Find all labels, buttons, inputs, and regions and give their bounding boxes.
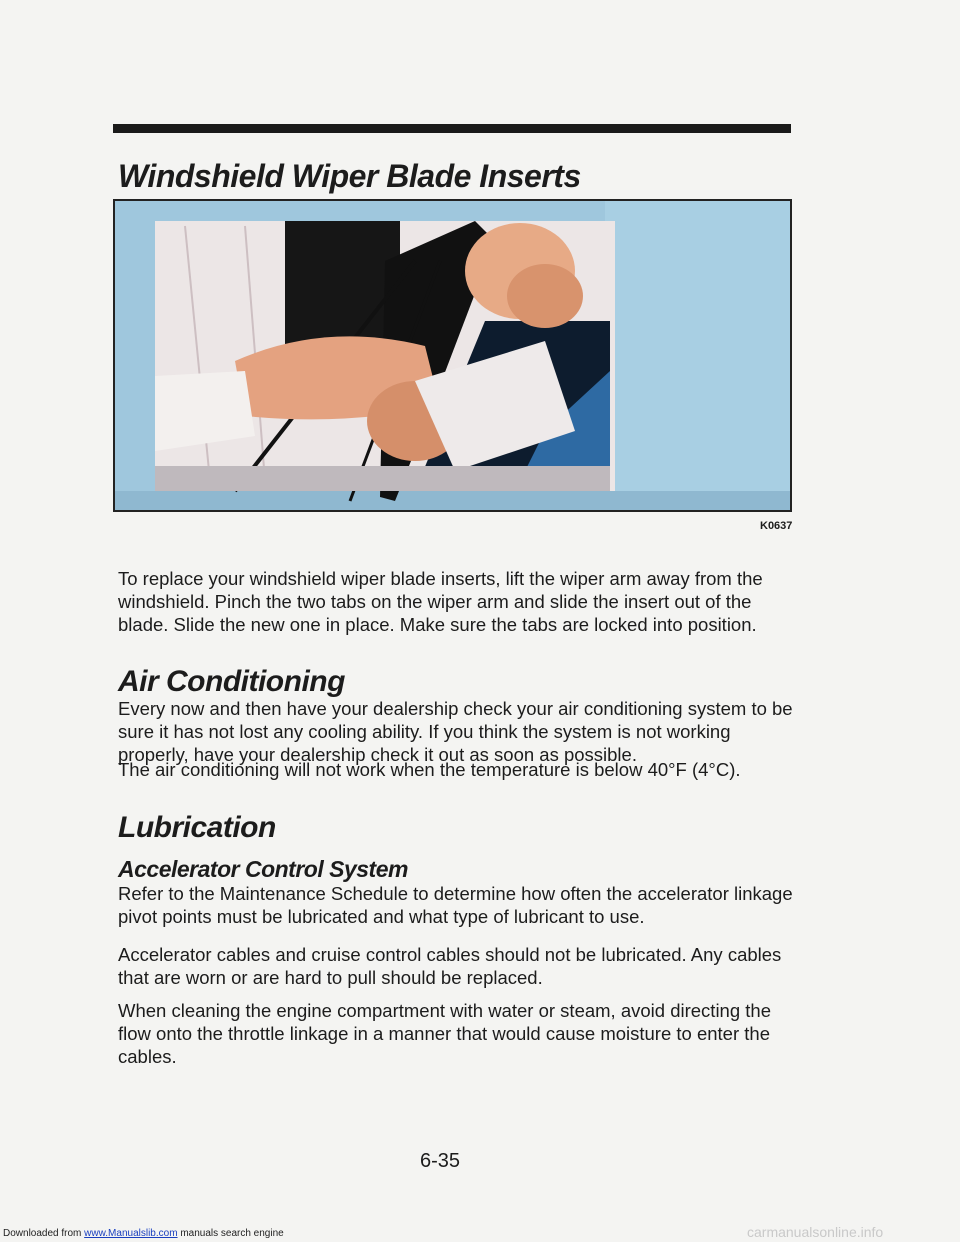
wiper-instructions: To replace your windshield wiper blade inserts, lift the wiper arm away from the windshield. Pinch the two tabs on the wiper arm and slide the insert out of the blade. Slide the new one in place. Make sure the tabs are locked into position. (118, 568, 763, 635)
figure-code: K0637 (760, 520, 793, 532)
lubrication-heading: Lubrication (118, 811, 276, 844)
page-number: 6-35 (420, 1150, 461, 1172)
footer-prefix: Downloaded from (3, 1228, 82, 1239)
accelerator-paragraph-cleaning: When cleaning the engine compartment with water or steam, avoid directing the flow onto the throttle linkage in a manner that would cause moisture to enter the cables. (118, 1000, 771, 1067)
download-footer (3, 1228, 284, 1239)
manualslib-link[interactable]: www.Manualslib.com (84, 1228, 178, 1239)
wiper-photo-image (115, 201, 790, 510)
footer-suffix: manuals search engine (180, 1228, 284, 1239)
air-conditioning-temperature-note: The air conditioning will not work when the temperature is below 40°F (4°C). (118, 759, 741, 780)
accelerator-heading: Accelerator Control System (118, 856, 408, 882)
top-rule (113, 124, 791, 133)
page-title: Windshield Wiper Blade Inserts (118, 158, 581, 194)
watermark: carmanualsonline.info (747, 1224, 884, 1240)
accelerator-paragraph-schedule: Refer to the Maintenance Schedule to determine how often the accelerator linkage pivot points must be lubricated and what type of lubricant to use. (118, 883, 793, 927)
air-conditioning-paragraph: Every now and then have your dealership check your air conditioning system to be sure it has not lost any cooling ability. If you think the system is not working properly, have your dealership check it out as soon as possible. (118, 698, 793, 765)
air-conditioning-heading: Air Conditioning (118, 665, 345, 698)
accelerator-paragraph-cables: Accelerator cables and cruise control cables should not be lubricated. Any cables that are worn or are hard to pull should be replaced. (118, 944, 782, 988)
wiper-photo (113, 199, 792, 512)
